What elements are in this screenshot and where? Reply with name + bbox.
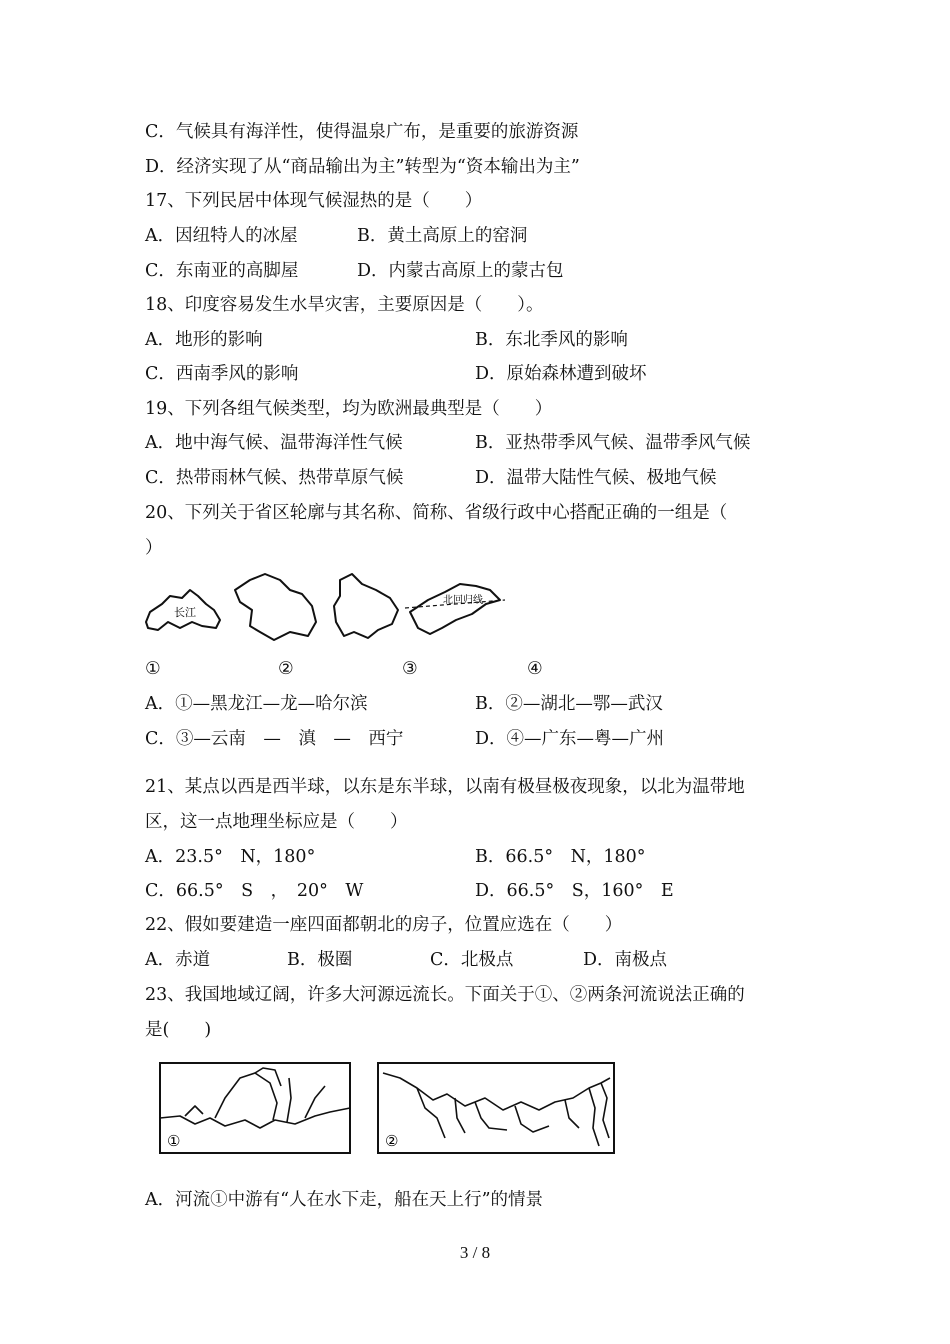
option-d: D．④—广东—粤—广州 — [475, 729, 665, 749]
river-2-lines — [383, 1073, 610, 1146]
question-18: 18、印度容易发生水旱灾害，主要原因是（ ）。 — [145, 295, 544, 315]
river-1-lines — [160, 1068, 350, 1128]
option-c: C．西南季风的影响 — [145, 364, 299, 384]
option-c: C．北极点 — [430, 950, 514, 970]
option-c: C．热带雨林气候、热带草原气候 — [145, 468, 404, 488]
figure-label-2: ② — [278, 659, 294, 679]
river-maps-figure — [155, 1058, 620, 1158]
map-label: 长江 — [174, 606, 196, 619]
option-a: A．23.5° N，180° — [145, 847, 316, 867]
page-number: 3 / 8 — [459, 1243, 491, 1262]
option-d: D．温带大陆性气候、极地气候 — [475, 468, 717, 488]
figure-label-4: ④ — [527, 659, 543, 679]
figure-label-3: ③ — [402, 659, 418, 679]
option-line: C．气候具有海洋性，使得温泉广布，是重要的旅游资源 — [145, 122, 579, 142]
question-23: 23、我国地域辽阔，许多大河源远流长。下面关于①、②两条河流说法正确的 — [145, 985, 745, 1005]
option-b: B．东北季风的影响 — [475, 330, 628, 350]
question-20-cont: ） — [145, 538, 163, 558]
option-a: A．①—黑龙江—龙—哈尔滨 — [145, 694, 368, 714]
province-outline-2 — [235, 574, 316, 640]
river-map-2-frame — [378, 1063, 614, 1153]
map-label: 北回归线 — [443, 595, 483, 606]
option-c: C．66.5° S ， 20° W — [145, 881, 364, 901]
option-line: D．经济实现了从“商品输出为主”转型为“资本输出为主” — [145, 157, 580, 177]
option-c: C．东南亚的高脚屋 — [145, 261, 299, 281]
option-b: B．②—湖北—鄂—武汉 — [475, 694, 663, 714]
question-23-cont: 是( ) — [145, 1020, 212, 1040]
option-b: B．极圈 — [287, 950, 353, 970]
question-19: 19、下列各组气候类型，均为欧洲最典型是（ ） — [145, 399, 553, 419]
option-b: B．亚热带季风气候、温带季风气候 — [475, 433, 751, 453]
option-d: D．内蒙古高原上的蒙古包 — [357, 261, 564, 281]
option-d: D．66.5° S，160° E — [475, 881, 674, 901]
question-22: 22、假如要建造一座四面都朝北的房子，位置应选在（ ） — [145, 915, 623, 935]
option-d: D．南极点 — [583, 950, 668, 970]
option-a: A．地中海气候、温带海洋性气候 — [145, 433, 403, 453]
option-a: A．因纽特人的冰屋 — [145, 226, 298, 246]
option-a: A．赤道 — [145, 950, 211, 970]
figure-label-1: ① — [145, 659, 161, 679]
option-d: D．原始森林遭到破坏 — [475, 364, 647, 384]
province-outlines-figure — [140, 570, 510, 645]
river-map-1-frame — [160, 1063, 350, 1153]
province-outline-3 — [334, 574, 398, 638]
river-map-2-label: ② — [385, 1132, 399, 1150]
question-17: 17、下列民居中体现气候湿热的是（ ） — [145, 191, 483, 211]
river-map-1-label: ① — [167, 1132, 181, 1150]
option-c: C．③—云南 — 滇 — 西宁 — [145, 729, 404, 749]
option-a: A．地形的影响 — [145, 330, 263, 350]
province-outline-4 — [410, 584, 500, 634]
option-b: B．黄土高原上的窑洞 — [357, 226, 528, 246]
question-20: 20、下列关于省区轮廓与其名称、简称、省级行政中心搭配正确的一组是（ — [145, 503, 728, 523]
question-21-cont: 区，这一点地理坐标应是（ ） — [145, 812, 408, 832]
question-21: 21、某点以西是西半球，以东是东半球，以南有极昼极夜现象，以北为温带地 — [145, 777, 745, 797]
option-a: A．河流①中游有“人在水下走，船在天上行”的情景 — [145, 1190, 544, 1210]
option-b: B．66.5° N，180° — [475, 847, 646, 867]
